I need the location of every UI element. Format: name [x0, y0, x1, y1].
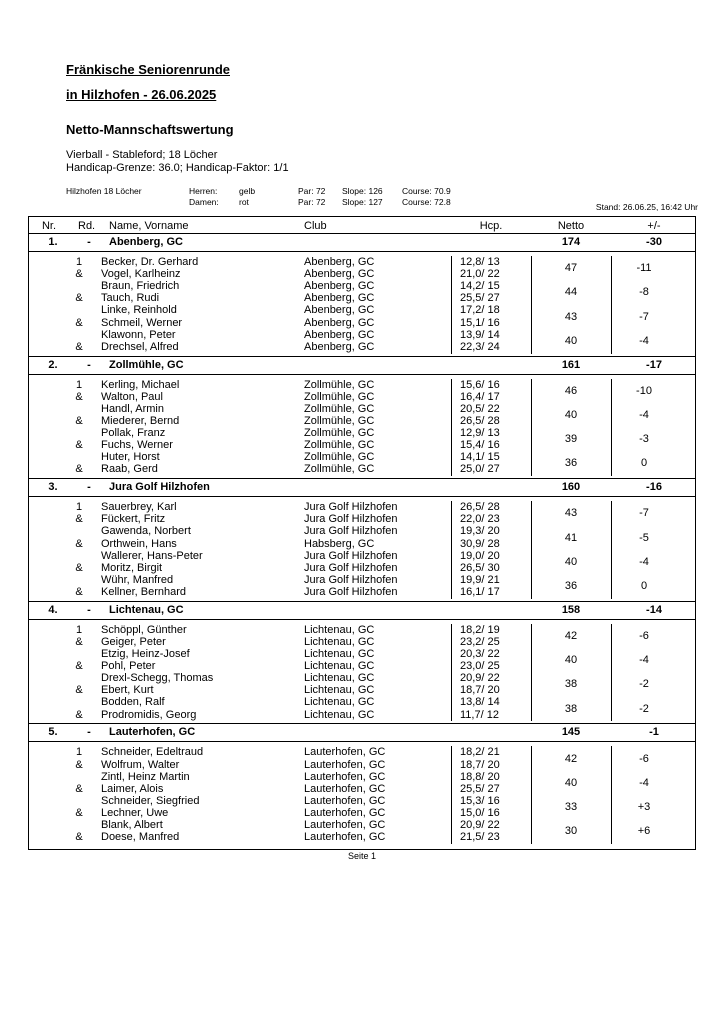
- player-name: Miederer, Bernd: [101, 414, 180, 427]
- team-rank: 3.: [48, 481, 58, 494]
- player-club: Jura Golf Hilzhofen: [304, 585, 398, 598]
- team-block-divider: [29, 478, 695, 479]
- player-name: Raab, Gerd: [101, 463, 158, 476]
- col-header-diff: +/-: [647, 220, 661, 232]
- player-rd: &: [75, 635, 83, 648]
- player-rd: &: [75, 513, 83, 526]
- player-name: Moritz, Birgit: [101, 561, 163, 574]
- player-club: Lauterhofen, GC: [304, 782, 386, 795]
- team-rank: 4.: [48, 603, 58, 616]
- player-hcp: 14,2/ 15: [460, 280, 500, 293]
- player-hcp: 19,0/ 20: [460, 549, 500, 562]
- title-line2: in Hilzhofen - 26.06.2025: [66, 87, 217, 102]
- player-rd: &: [75, 316, 83, 329]
- player-rd: 1: [75, 623, 83, 636]
- player-name: Gawenda, Norbert: [101, 525, 191, 538]
- team-netto: 160: [561, 481, 581, 494]
- player-hcp: 16,4/ 17: [460, 390, 500, 403]
- title-line1: Fränkische Seniorenrunde: [66, 62, 230, 77]
- player-diff: -7: [639, 310, 649, 323]
- player-rd: &: [75, 561, 83, 574]
- player-name: Wallerer, Hans-Peter: [101, 549, 203, 562]
- player-rd: &: [75, 463, 83, 476]
- player-hcp: 16,1/ 17: [460, 585, 500, 598]
- player-diff: -11: [636, 262, 652, 275]
- player-netto: 40: [564, 654, 578, 667]
- player-diff: 0: [640, 457, 648, 470]
- player-hcp: 19,9/ 21: [460, 573, 500, 586]
- player-club: Zollmühle, GC: [304, 390, 375, 403]
- player-hcp: 18,8/ 20: [460, 770, 500, 783]
- player-rd: &: [75, 831, 83, 844]
- player-hcp: 20,9/ 22: [460, 672, 500, 685]
- team-rank: 5.: [48, 726, 58, 739]
- player-hcp: 18,7/ 20: [460, 684, 500, 697]
- player-name: Fuchs, Werner: [101, 439, 173, 452]
- player-club: Abenberg, GC: [304, 268, 375, 281]
- team-netto: 158: [561, 603, 581, 616]
- herren-par: Par: 72: [298, 186, 326, 196]
- format-text: Vierball - Stableford; 18 Löcher: [66, 149, 218, 161]
- player-club: Lichtenau, GC: [304, 696, 375, 709]
- player-name: Kerling, Michael: [101, 378, 180, 391]
- player-rd: 1: [75, 256, 83, 268]
- player-hcp: 26,5/ 28: [460, 414, 500, 427]
- results-table: [28, 216, 696, 850]
- player-club: Lichtenau, GC: [304, 672, 375, 685]
- player-rd: &: [75, 390, 83, 403]
- player-hcp: 22,0/ 23: [460, 513, 500, 526]
- player-diff: -6: [639, 752, 649, 765]
- player-hcp: 23,0/ 25: [460, 660, 500, 673]
- column-divider: [451, 624, 452, 722]
- team-separator: [29, 619, 695, 620]
- player-diff: -4: [639, 408, 649, 421]
- player-name: Sauerbrey, Karl: [101, 501, 177, 514]
- player-club: Lauterhofen, GC: [304, 794, 386, 807]
- player-club: Jura Golf Hilzhofen: [304, 513, 398, 526]
- player-diff: -10: [636, 384, 652, 397]
- player-club: Zollmühle, GC: [304, 439, 375, 452]
- player-club: Abenberg, GC: [304, 292, 375, 305]
- team-block-divider: [29, 601, 695, 602]
- damen-label: Damen:: [189, 197, 219, 207]
- player-netto: 40: [564, 334, 578, 347]
- team-name: Abenberg, GC: [109, 236, 183, 248]
- player-netto: 38: [564, 678, 578, 691]
- col-header-rd: Rd.: [78, 220, 96, 232]
- page-subtitle: Netto-Mannschaftswertung: [66, 122, 234, 137]
- player-club: Lauterhofen, GC: [304, 758, 386, 771]
- player-rd: &: [75, 439, 83, 452]
- player-diff: -4: [639, 334, 649, 347]
- player-club: Zollmühle, GC: [304, 414, 375, 427]
- team-rank: 1.: [48, 236, 58, 248]
- player-hcp: 23,2/ 25: [460, 635, 500, 648]
- player-rd: &: [75, 414, 83, 427]
- player-club: Lichtenau, GC: [304, 648, 375, 660]
- player-diff: -5: [639, 531, 649, 544]
- player-club: Jura Golf Hilzhofen: [304, 501, 398, 514]
- player-name: Bodden, Ralf: [101, 696, 165, 709]
- player-hcp: 15,0/ 16: [460, 806, 500, 819]
- player-club: Abenberg, GC: [304, 256, 375, 268]
- team-rd: -: [87, 726, 91, 739]
- player-rd: &: [75, 782, 83, 795]
- damen-par: Par: 72: [298, 197, 326, 207]
- player-name: Handl, Armin: [101, 402, 164, 415]
- player-club: Abenberg, GC: [304, 280, 375, 293]
- player-hcp: 15,3/ 16: [460, 794, 500, 807]
- damen-course: Course: 72.8: [402, 197, 451, 207]
- player-rd: 1: [75, 501, 83, 514]
- player-name: Schmeil, Werner: [101, 316, 183, 329]
- player-name: Pohl, Peter: [101, 660, 156, 673]
- col-header-hcp: Hcp.: [479, 220, 503, 232]
- player-club: Abenberg, GC: [304, 304, 375, 317]
- player-netto: 42: [564, 752, 578, 765]
- page-number: Seite 1: [347, 851, 377, 861]
- player-name: Schneider, Edeltraud: [101, 746, 204, 759]
- team-netto: 174: [561, 236, 581, 248]
- player-club: Lauterhofen, GC: [304, 831, 386, 844]
- player-netto: 36: [564, 457, 578, 470]
- team-name: Lichtenau, GC: [109, 603, 184, 616]
- player-hcp: 21,5/ 23: [460, 831, 500, 844]
- player-netto: 47: [564, 262, 578, 275]
- player-name: Blank, Albert: [101, 819, 163, 831]
- player-hcp: 18,2/ 21: [460, 746, 500, 759]
- player-netto: 33: [564, 800, 578, 813]
- team-rd: -: [87, 481, 91, 494]
- player-diff: -7: [639, 507, 649, 520]
- player-netto: 39: [564, 433, 578, 446]
- player-name: Geiger, Peter: [101, 635, 166, 648]
- player-club: Lichtenau, GC: [304, 635, 375, 648]
- team-rd: -: [87, 358, 91, 371]
- herren-tee: gelb: [239, 186, 256, 196]
- player-hcp: 20,9/ 22: [460, 819, 500, 831]
- player-netto: 46: [564, 384, 578, 397]
- player-rd: 1: [75, 746, 83, 759]
- player-name: Linke, Reinhold: [101, 304, 177, 317]
- team-diff: -30: [646, 236, 662, 248]
- player-name: Wühr, Manfred: [101, 573, 174, 586]
- column-divider: [451, 256, 452, 354]
- player-netto: 40: [564, 776, 578, 789]
- player-club: Zollmühle, GC: [304, 463, 375, 476]
- player-club: Jura Golf Hilzhofen: [304, 573, 398, 586]
- player-club: Zollmühle, GC: [304, 427, 375, 439]
- player-diff: -4: [639, 555, 649, 568]
- player-diff: -6: [639, 629, 649, 642]
- player-name: Laimer, Alois: [101, 782, 164, 795]
- player-netto: 36: [564, 579, 578, 592]
- player-name: Drexl-Schegg, Thomas: [101, 672, 214, 685]
- player-club: Zollmühle, GC: [304, 378, 375, 391]
- player-rd: &: [75, 292, 83, 305]
- team-rd: -: [87, 603, 91, 616]
- team-netto: 161: [561, 358, 581, 371]
- team-block-divider: [29, 723, 695, 724]
- col-header-club: Club: [304, 220, 327, 232]
- player-hcp: 22,3/ 24: [460, 340, 500, 353]
- player-club: Abenberg, GC: [304, 316, 375, 329]
- player-club: Lichtenau, GC: [304, 660, 375, 673]
- player-club: Lauterhofen, GC: [304, 819, 386, 831]
- player-club: Lichtenau, GC: [304, 684, 375, 697]
- player-netto: 43: [564, 310, 578, 323]
- player-name: Klawonn, Peter: [101, 328, 176, 341]
- player-name: Vogel, Karlheinz: [101, 268, 181, 281]
- player-hcp: 19,3/ 20: [460, 525, 500, 538]
- player-hcp: 15,6/ 16: [460, 378, 500, 391]
- team-separator: [29, 741, 695, 742]
- player-hcp: 25,5/ 27: [460, 782, 500, 795]
- player-club: Jura Golf Hilzhofen: [304, 525, 398, 538]
- player-diff: 0: [640, 579, 648, 592]
- player-hcp: 13,8/ 14: [460, 696, 500, 709]
- player-hcp: 18,7/ 20: [460, 758, 500, 771]
- player-name: Huter, Horst: [101, 451, 160, 464]
- player-name: Etzig, Heinz-Josef: [101, 648, 190, 660]
- player-rd: &: [75, 585, 83, 598]
- player-club: Abenberg, GC: [304, 328, 375, 341]
- player-name: Schöppl, Günther: [101, 623, 187, 636]
- player-club: Zollmühle, GC: [304, 402, 375, 415]
- player-name: Walton, Paul: [101, 390, 163, 403]
- player-diff: -8: [639, 286, 649, 299]
- stand-timestamp: Stand: 26.06.25, 16:42 Uhr: [595, 202, 698, 212]
- player-club: Lauterhofen, GC: [304, 746, 386, 759]
- player-hcp: 11,7/ 12: [460, 708, 499, 721]
- player-name: Kellner, Bernhard: [101, 585, 186, 598]
- player-hcp: 25,0/ 27: [460, 463, 500, 476]
- player-hcp: 14,1/ 15: [460, 451, 500, 464]
- header-divider: [29, 233, 695, 234]
- player-hcp: 12,8/ 13: [460, 256, 500, 268]
- player-netto: 43: [564, 507, 578, 520]
- col-header-netto: Netto: [557, 220, 585, 232]
- course-name: Hilzhofen 18 Löcher: [66, 186, 142, 196]
- player-netto: 40: [564, 408, 578, 421]
- player-name: Tauch, Rudi: [101, 292, 160, 305]
- herren-course: Course: 70.9: [402, 186, 451, 196]
- player-hcp: 18,2/ 19: [460, 623, 500, 636]
- player-club: Jura Golf Hilzhofen: [304, 549, 398, 562]
- player-hcp: 17,2/ 18: [460, 304, 500, 317]
- player-rd: 1: [75, 378, 83, 391]
- player-hcp: 26,5/ 30: [460, 561, 500, 574]
- player-diff: -4: [639, 776, 649, 789]
- player-rd: &: [75, 268, 83, 281]
- player-club: Jura Golf Hilzhofen: [304, 561, 398, 574]
- team-name: Jura Golf Hilzhofen: [109, 481, 210, 494]
- player-rd: &: [75, 806, 83, 819]
- team-diff: -14: [646, 603, 662, 616]
- player-name: Ebert, Kurt: [101, 684, 154, 697]
- player-hcp: 13,9/ 14: [460, 328, 500, 341]
- player-name: Schneider, Siegfried: [101, 794, 200, 807]
- team-diff: -17: [646, 358, 662, 371]
- player-rd: &: [75, 537, 83, 550]
- team-separator: [29, 251, 695, 252]
- player-rd: &: [75, 708, 83, 721]
- player-netto: 40: [564, 555, 578, 568]
- player-hcp: 15,1/ 16: [460, 316, 500, 329]
- player-netto: 38: [564, 702, 578, 715]
- herren-label: Herren:: [189, 186, 218, 196]
- team-separator: [29, 496, 695, 497]
- col-header-name: Name, Vorname: [109, 220, 189, 232]
- player-netto: 30: [564, 825, 578, 838]
- team-separator: [29, 374, 695, 375]
- player-club: Lauterhofen, GC: [304, 770, 386, 783]
- player-name: Pollak, Franz: [101, 427, 166, 439]
- player-hcp: 15,4/ 16: [460, 439, 500, 452]
- player-netto: 44: [564, 286, 578, 299]
- team-rank: 2.: [48, 358, 58, 371]
- team-block-divider: [29, 356, 695, 357]
- damen-tee: rot: [239, 197, 249, 207]
- player-netto: 41: [564, 531, 578, 544]
- player-club: Lichtenau, GC: [304, 623, 375, 636]
- player-rd: &: [75, 340, 83, 353]
- player-name: Doese, Manfred: [101, 831, 180, 844]
- player-rd: &: [75, 660, 83, 673]
- player-hcp: 30,9/ 28: [460, 537, 500, 550]
- player-name: Fückert, Fritz: [101, 513, 166, 526]
- herren-slope: Slope: 126: [342, 186, 383, 196]
- player-name: Orthwein, Hans: [101, 537, 177, 550]
- player-diff: -2: [639, 678, 649, 691]
- player-name: Zintl, Heinz Martin: [101, 770, 190, 783]
- player-rd: &: [75, 684, 83, 697]
- player-club: Lichtenau, GC: [304, 708, 375, 721]
- player-hcp: 26,5/ 28: [460, 501, 500, 514]
- damen-slope: Slope: 127: [342, 197, 383, 207]
- player-rd: &: [75, 758, 83, 771]
- player-netto: 42: [564, 629, 578, 642]
- column-divider: [451, 746, 452, 844]
- team-rd: -: [87, 236, 91, 248]
- player-diff: -2: [639, 702, 649, 715]
- player-hcp: 20,5/ 22: [460, 402, 500, 415]
- player-name: Lechner, Uwe: [101, 806, 169, 819]
- col-header-nr: Nr.: [41, 220, 57, 232]
- player-diff: -3: [639, 433, 649, 446]
- player-hcp: 20,3/ 22: [460, 648, 500, 660]
- team-diff: -16: [646, 481, 662, 494]
- team-netto: 145: [561, 726, 581, 739]
- column-divider: [451, 501, 452, 599]
- player-club: Lauterhofen, GC: [304, 806, 386, 819]
- player-diff: +3: [637, 800, 651, 813]
- player-name: Braun, Friedrich: [101, 280, 180, 293]
- player-name: Wolfrum, Walter: [101, 758, 180, 771]
- player-hcp: 25,5/ 27: [460, 292, 500, 305]
- handicap-text: Handicap-Grenze: 36.0; Handicap-Faktor: 1/1: [66, 162, 289, 174]
- player-hcp: 12,9/ 13: [460, 427, 500, 439]
- team-name: Lauterhofen, GC: [109, 726, 196, 739]
- player-name: Drechsel, Alfred: [101, 340, 179, 353]
- player-diff: -4: [639, 654, 649, 667]
- player-club: Abenberg, GC: [304, 340, 375, 353]
- player-club: Zollmühle, GC: [304, 451, 375, 464]
- player-club: Habsberg, GC: [304, 537, 375, 550]
- player-hcp: 21,0/ 22: [460, 268, 500, 281]
- team-diff: -1: [649, 726, 659, 739]
- player-diff: +6: [637, 825, 651, 838]
- player-name: Prodromidis, Georg: [101, 708, 197, 721]
- team-name: Zollmühle, GC: [109, 358, 184, 371]
- player-name: Becker, Dr. Gerhard: [101, 256, 199, 268]
- column-divider: [451, 379, 452, 477]
